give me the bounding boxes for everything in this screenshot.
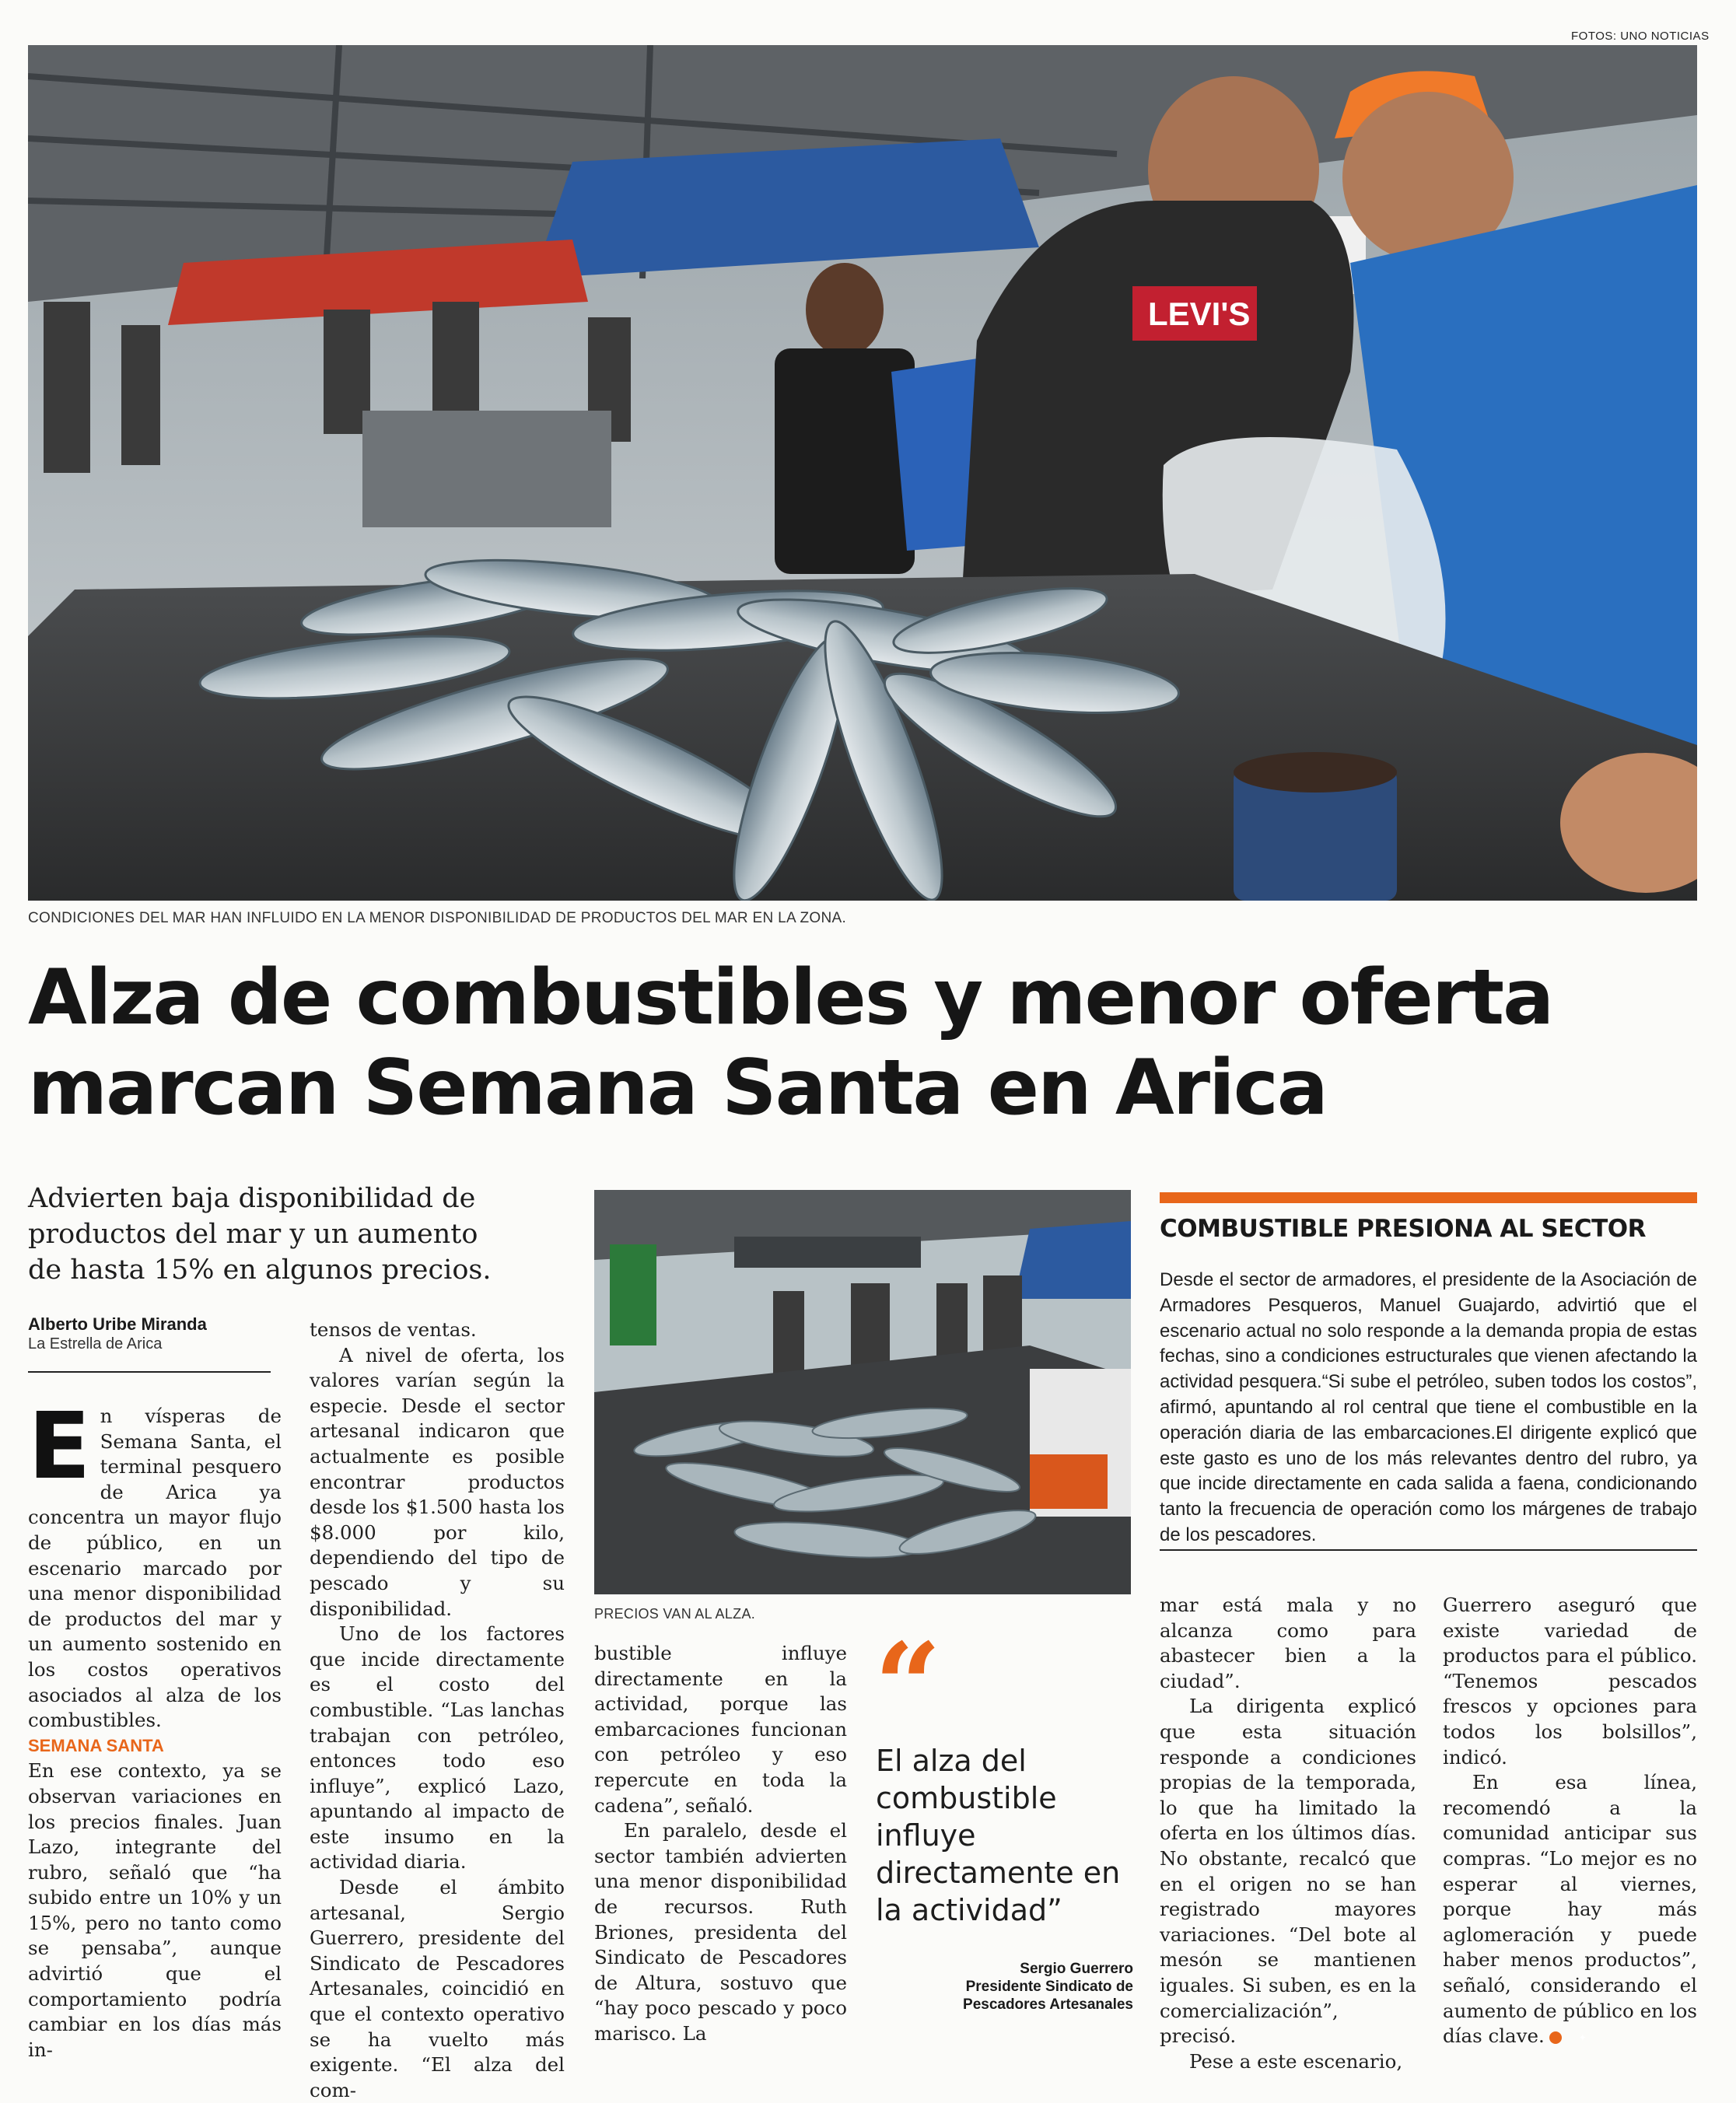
article-column-1 [28, 1392, 282, 2063]
byline-rule [28, 1371, 271, 1373]
para-text: n vísperas de Semana Santa, el terminal pesquero de Arica ya concentra un mayor flujo de público, en un escenario marcado por una menor disponibilidad de productos del mar y un aumento sostenido en los costos operativos asociados al alza de los combustibles. [28, 1405, 282, 1732]
byline-author: Alberto Uribe Miranda [28, 1314, 207, 1334]
article-para: Uno de los factores que incide directamente es el costo del combustible. “Las lanchas trabajan con petróleo, entonces todo eso influye”, explicó Lazo, apuntando al impacto de este insumo en la actividad diaria. [310, 1622, 565, 1874]
sidebar-accent-bar [1160, 1192, 1697, 1203]
byline-outlet: La Estrella de Arica [28, 1335, 163, 1352]
article-para: En paralelo, desde el sector también advierten una menor disponibilidad de recursos. Ruth Briones, presidenta del Sindicato de Pescadores de Altura, sostuvo que “hay poco pescado y poco marisco. La [594, 1819, 847, 2045]
article-para: La dirigenta explicó que esta situación responde a condiciones propias de la temporada, lo que ha limitado la oferta en los últimos días. No obstante, recalcó que en el origen no se han registrado mayores variaciones. “Del bote al mesón se mantienen iguales. Si suben, es en la comercialización”, precisó. [1160, 1695, 1416, 2048]
article-column-5 [1443, 1593, 1697, 2049]
headline: Alza de combustibles y menor oferta marcan Semana Santa en Arica [28, 954, 1553, 1132]
article-para [1443, 1770, 1697, 2049]
pull-quote-name: Sergio Guerrero [1020, 1961, 1133, 1977]
para-text: En esa línea, recomendó a la comunidad anticipar sus compras. “Lo mejor es no esperar al viernes, porque hay más aglomeración y puede haber menos productos”, señaló, considerando el aumento de público en los días clave. [1443, 1771, 1697, 2048]
end-of-article-icon: ✦ [1549, 2031, 1562, 2044]
photo-credit: FOTOS: UNO NOTICIAS [1571, 30, 1710, 43]
pull-quote-attribution [910, 1960, 1133, 2014]
article-para [28, 1392, 282, 1734]
sidebar-title: COMBUSTIBLE PRESIONA AL SECTOR [1160, 1215, 1646, 1243]
article-para: Desde el ámbito artesanal, Sergio Guerrero, presidente del Sindicato de Pescadores Artesanales, coincidió en que el contexto operativo se ha vuelto más exigente. “El alza del com- [310, 1876, 565, 2101]
article-para: A nivel de oferta, los valores varían según la especie. Desde el sector artesanal indicaron que actualmente es posible encontrar productos desde los $1.500 hasta los $8.000 por kilo, dependiendo del tipo de pescado y su disponibilidad. [310, 1343, 565, 1620]
article-para: tensos de ventas. [310, 1318, 477, 1341]
second-photo [594, 1190, 1131, 1594]
article-para: Guerrero aseguró que existe variedad de productos para el público. “Tenemos pescados frescos y opciones para todos los bolsillos”, indicó. [1443, 1594, 1697, 1769]
article-column-3 [594, 1641, 847, 2047]
article-column-2 [310, 1317, 565, 2103]
article-para: mar está mala y no alcanza como para abastecer bien a la ciudad”. [1160, 1594, 1416, 1692]
sidebar-bottom-rule [1160, 1549, 1697, 1551]
pull-quote-title: Presidente Sindicato de Pescadores Artesanales [963, 1979, 1133, 2013]
article-column-4 [1160, 1593, 1416, 2074]
drop-cap: E [28, 1392, 91, 1499]
main-photo [28, 45, 1697, 901]
svg-text:LEVI'S: LEVI'S [1148, 296, 1251, 332]
deck: Advierten baja disponibilidad de productos del mar y un aumento de hasta 15% en algunos precios. [28, 1183, 492, 1286]
pull-quote-mark: “ [874, 1618, 942, 1755]
sidebar-text: Desde el sector de armadores, el presidente de la Asociación de Armadores Pesqueros, Manuel Guajardo, advirtió que el escenario actual no solo responde a la demanda propia de estas fechas, sino a condiciones estructurales que vienen afectando la actividad pesquera.“Si sube el petróleo, suben todos los costos”, afirmó, apuntando al rol central que tiene el combustible en la operación diaria de las embarcaciones.El dirigente explicó que este gasto es uno de los más relevantes dentro del rubro, ya que incide directamente en cada salida a faena, condicionando tanto la frecuencia de operación como los márgenes de trabajo de los pescadores. [1160, 1269, 1697, 1545]
article-para: Pese a este escenario, [1189, 2049, 1403, 2073]
article-para: bustible influye directamente en la actividad, porque las embarcaciones funcionan con petróleo y eso repercute en toda la cadena”, señaló. [594, 1642, 847, 1817]
main-photo-caption: CONDICIONES DEL MAR HAN INFLUIDO EN LA MENOR DISPONIBILIDAD DE PRODUCTOS DEL MAR EN LA ZONA. [28, 910, 847, 926]
second-photo-caption: PRECIOS VAN AL ALZA. [594, 1606, 756, 1622]
subhead-semana-santa: SEMANA SANTA [28, 1735, 164, 1755]
sidebar-body [1160, 1268, 1697, 1548]
article-para: En ese contexto, ya se observan variaciones en los precios finales. Juan Lazo, integrante del rubro, señaló que “ha subido entre un 10% y un 15%, pero no tanto como se pensaba”, aunque advirtió que el comportamiento podría cambiar en los días más in- [28, 1759, 282, 2061]
pull-quote-text: El alza del combustible influye directamente en la actividad” [876, 1744, 1121, 1927]
